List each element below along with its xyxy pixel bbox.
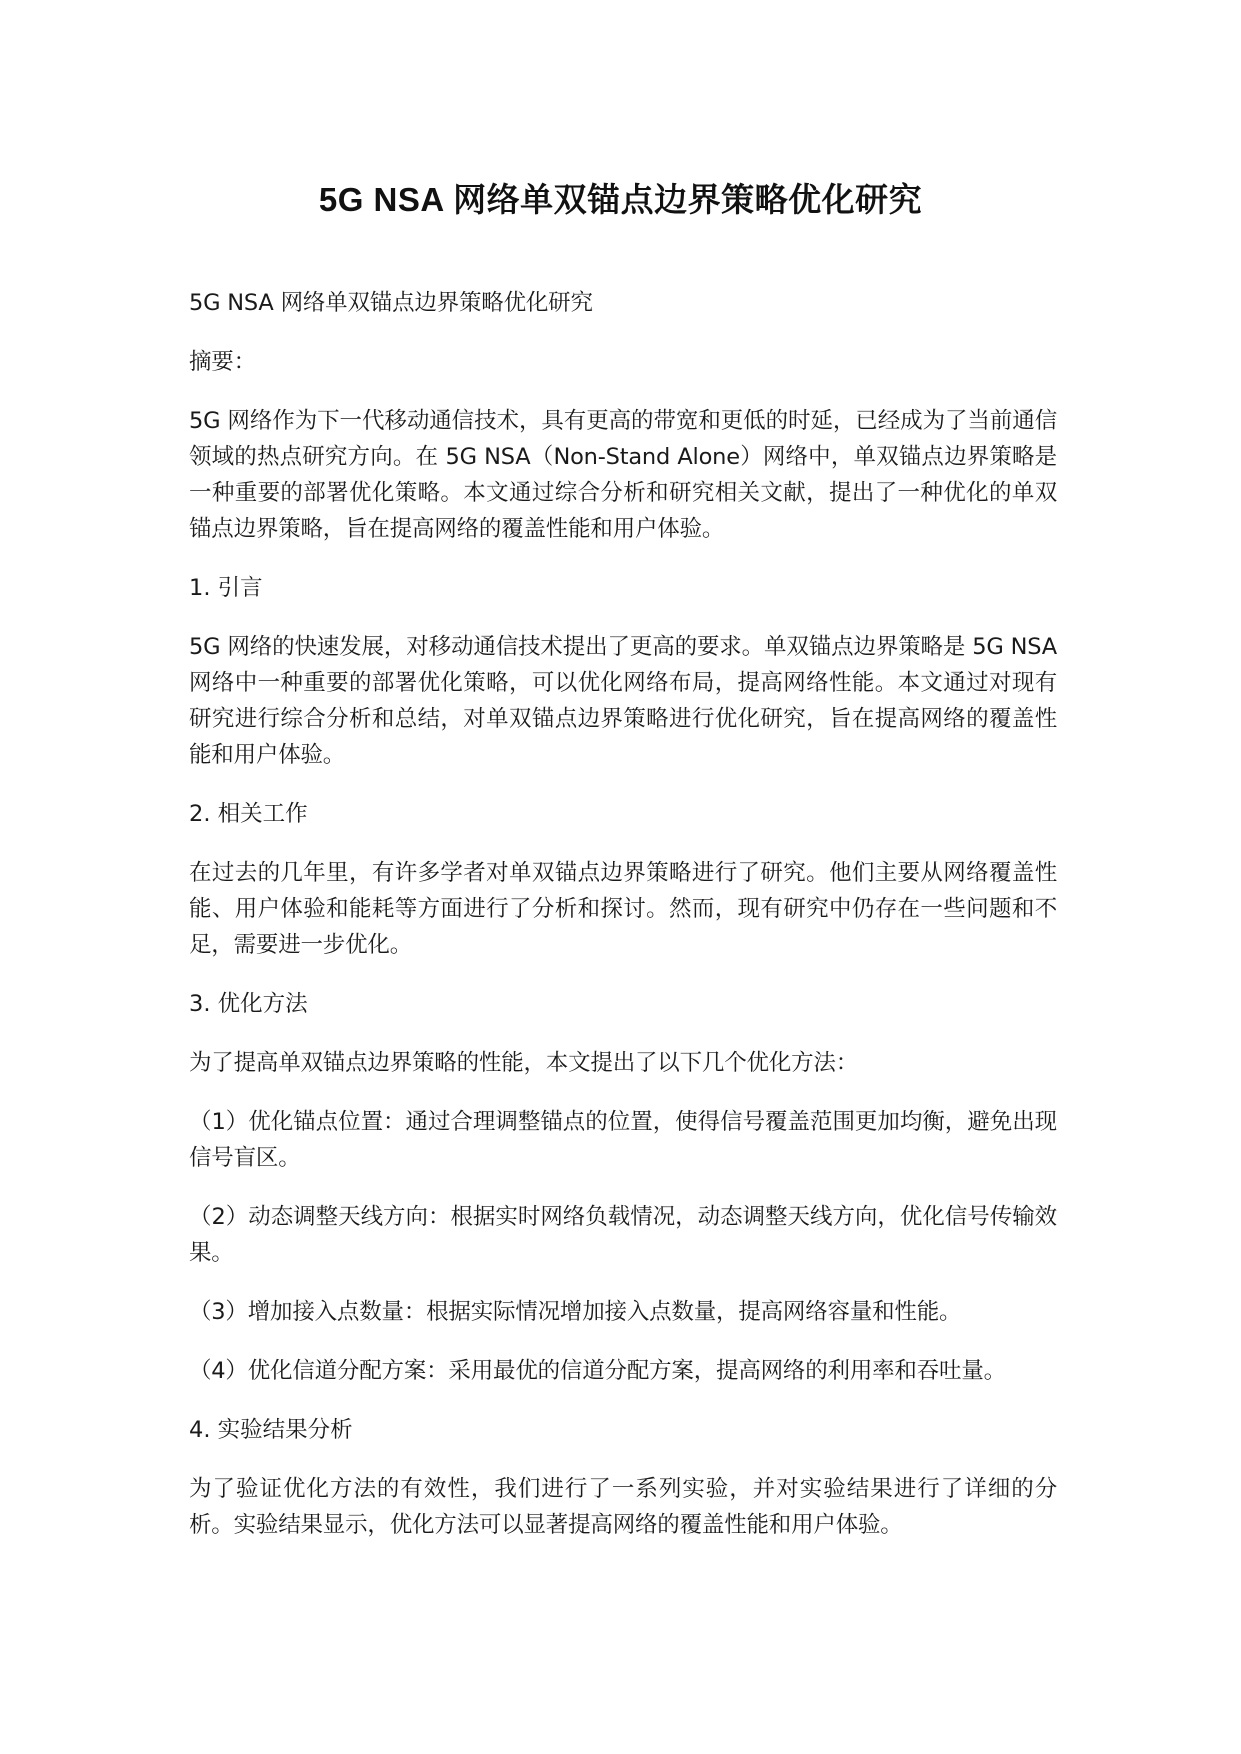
document-subtitle: 5G NSA 网络单双锚点边界策略优化研究 bbox=[189, 290, 593, 316]
optimization-method-item: （4）优化信道分配方案：采用最优的信道分配方案，提高网络的利用率和吞吐量。 bbox=[189, 1358, 1006, 1384]
section-heading-introduction: 1. 引言 bbox=[189, 575, 263, 601]
abstract-label: 摘要： bbox=[189, 349, 256, 375]
section-heading-experiment-results: 4. 实验结果分析 bbox=[189, 1417, 353, 1443]
optimization-method-item: （2）动态调整天线方向：根据实时网络负载情况，动态调整天线方向，优化信号传输效果。 bbox=[189, 1204, 1057, 1266]
optimization-method-item: （3）增加接入点数量：根据实际情况增加接入点数量，提高网络容量和性能。 bbox=[189, 1299, 962, 1325]
experiment-results-paragraph: 为了验证优化方法的有效性，我们进行了一系列实验，并对实验结果进行了详细的分析。实验结果显示，优化方法可以显著提高网络的覆盖性能和用户体验。 bbox=[189, 1476, 1057, 1538]
related-work-paragraph: 在过去的几年里，有许多学者对单双锚点边界策略进行了研究。他们主要从网络覆盖性能、用户体验和能耗等方面进行了分析和探讨。然而，现有研究中仍存在一些问题和不足，需要进一步优化。 bbox=[189, 860, 1057, 958]
optimization-method-item: （1）优化锚点位置：通过合理调整锚点的位置，使得信号覆盖范围更加均衡，避免出现信号盲区。 bbox=[189, 1109, 1057, 1171]
document-body bbox=[189, 285, 1057, 1566]
section-heading-related-work: 2. 相关工作 bbox=[189, 801, 308, 827]
section-heading-optimization-methods: 3. 优化方法 bbox=[189, 991, 308, 1017]
optimization-methods-intro: 为了提高单双锚点边界策略的性能，本文提出了以下几个优化方法： bbox=[189, 1050, 859, 1076]
abstract-text: 5G 网络作为下一代移动通信技术，具有更高的带宽和更低的时延，已经成为了当前通信领域的热点研究方向。在 5G NSA（Non-Stand Alone）网络中，单双锚点边界策略是一种重要的部署优化策略。本文通过综合分析和研究相关文献，提出了一种优化的单双锚点边界策略，旨在提高网络的覆盖性能和用户体验。 bbox=[189, 408, 1057, 542]
introduction-paragraph: 5G 网络的快速发展，对移动通信技术提出了更高的要求。单双锚点边界策略是 5G NSA 网络中一种重要的部署优化策略，可以优化网络布局，提高网络性能。本文通过对现有研究进行综合分析和总结，对单双锚点边界策略进行优化研究，旨在提高网络的覆盖性能和用户体验。 bbox=[189, 634, 1057, 768]
document-title: 5G NSA 网络单双锚点边界策略优化研究 bbox=[318, 181, 923, 218]
